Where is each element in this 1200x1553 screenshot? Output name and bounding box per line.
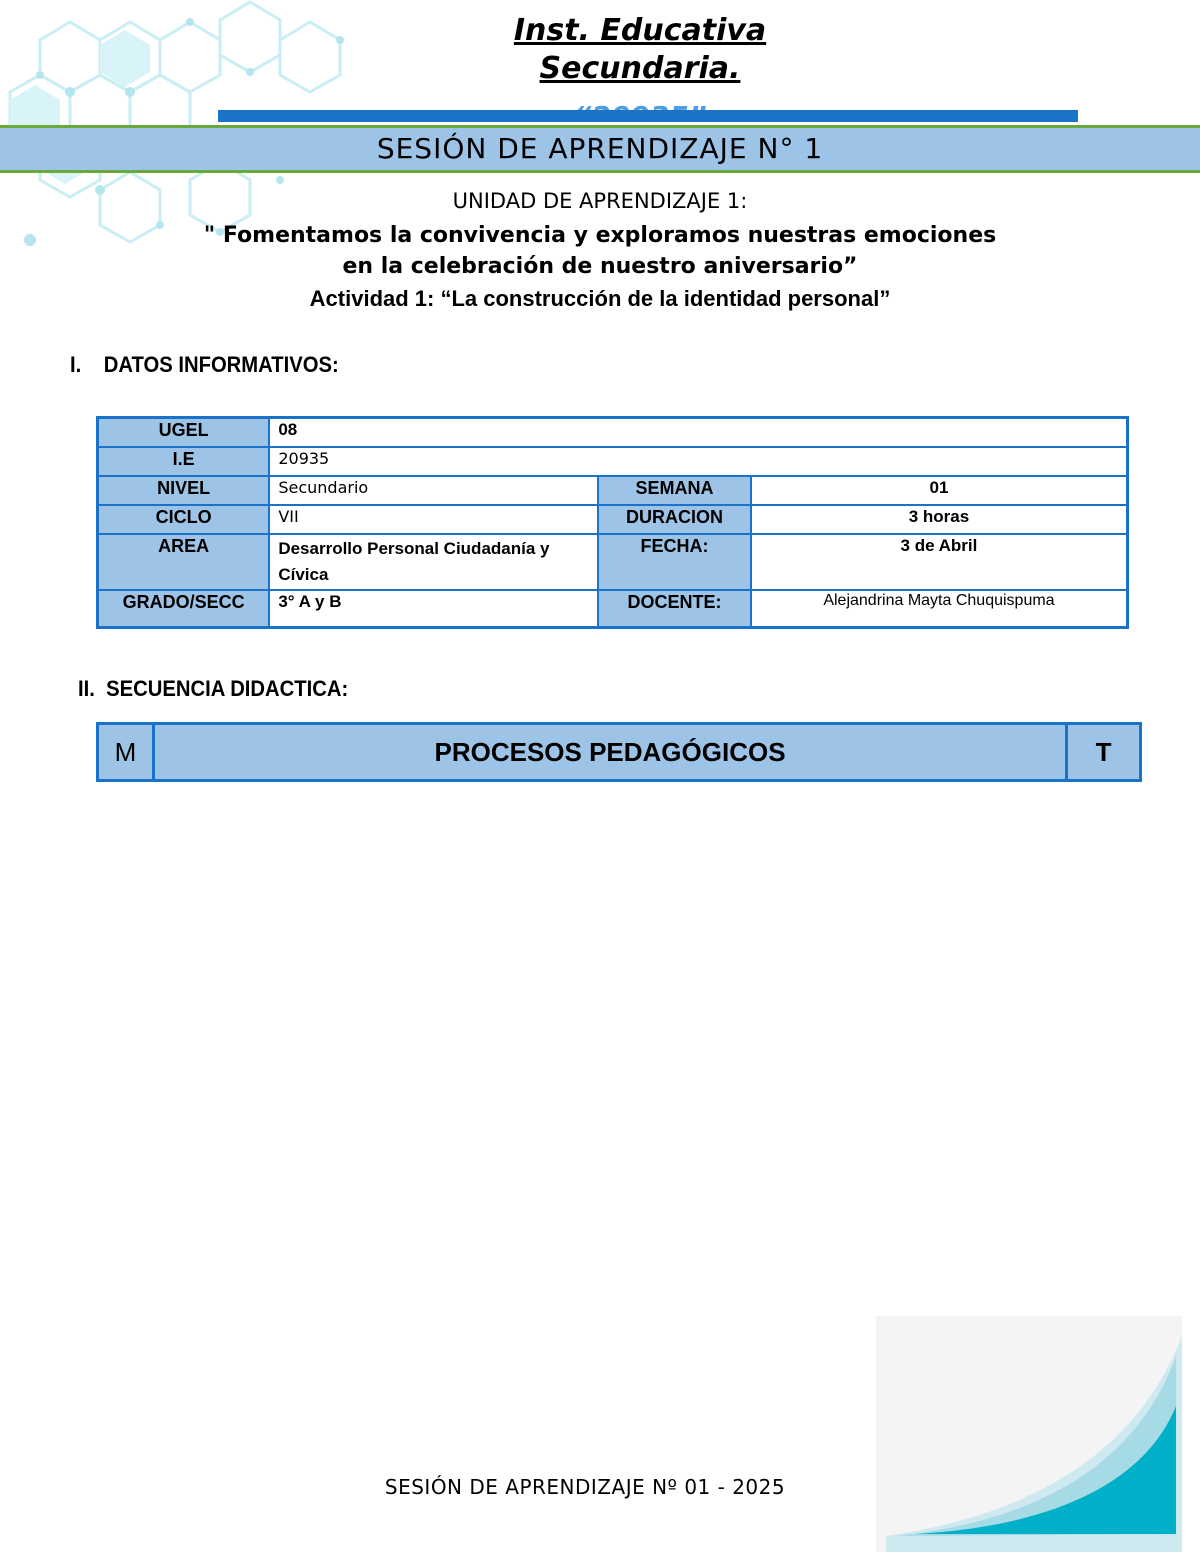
banner-bottom-divider [0, 170, 1200, 173]
table-row [98, 534, 1128, 590]
section-heading-secuencia: II. SECUENCIA DIDACTICA: [78, 676, 349, 701]
nivel-value: Secundario [269, 476, 598, 505]
ciclo-label: CICLO [98, 505, 270, 534]
table-row [98, 447, 1128, 476]
unit-title-line2: en la celebración de nuestro aniversario” [342, 254, 858, 279]
institution-name-line1: Inst. Educativa [513, 13, 767, 48]
unit-title-line1: " Fomentamos la convivencia y exploramos nuestras emociones [203, 223, 997, 248]
area-label: AREA [98, 534, 270, 590]
column-t-header: T [1067, 724, 1141, 781]
grado-value: 3° A y B [269, 590, 598, 628]
process-table-header [96, 722, 1142, 782]
session-banner: SESIÓN DE APRENDIZAJE N° 1 [0, 128, 1200, 170]
ie-value: 20935 [269, 447, 1127, 476]
ciclo-value: VII [269, 505, 598, 534]
table-row [98, 590, 1128, 628]
section-heading-datos: I. DATOS INFORMATIVOS: [70, 352, 339, 377]
unit-title [0, 220, 1200, 282]
table-row [98, 476, 1128, 505]
column-m-header: M [98, 724, 154, 781]
header-blue-bar [218, 110, 1078, 122]
corner-wave-decoration [876, 1316, 1182, 1552]
ugel-value: 08 [269, 418, 1127, 448]
institution-name-line2: Secundaria. [539, 51, 741, 86]
area-value: Desarrollo Personal Ciudadanía y Cívica [269, 534, 598, 590]
activity-title: Actividad 1: “La construcción de la identidad personal” [309, 286, 891, 311]
ugel-label: UGEL [98, 418, 270, 448]
semana-value: 01 [751, 476, 1128, 505]
footer-session-label: SESIÓN DE APRENDIZAJE Nº 01 - 2025 [384, 1475, 786, 1499]
table-row [98, 418, 1128, 448]
duracion-value: 3 horas [751, 505, 1128, 534]
unit-label: UNIDAD DE APRENDIZAJE 1: [452, 189, 748, 213]
fecha-value: 3 de Abril [751, 534, 1128, 590]
docente-value: Alejandrina Mayta Chuquispuma [751, 590, 1128, 628]
ie-label: I.E [98, 447, 270, 476]
fecha-label: FECHA: [598, 534, 751, 590]
semana-label: SEMANA [598, 476, 751, 505]
table-row [98, 505, 1128, 534]
column-procesos-header: PROCESOS PEDAGÓGICOS [153, 724, 1066, 781]
docente-label: DOCENTE: [598, 590, 751, 628]
grado-label: GRADO/SECC [98, 590, 270, 628]
duracion-label: DURACION [598, 505, 751, 534]
nivel-label: NIVEL [98, 476, 270, 505]
table-row [98, 724, 1141, 781]
info-table [96, 416, 1129, 629]
